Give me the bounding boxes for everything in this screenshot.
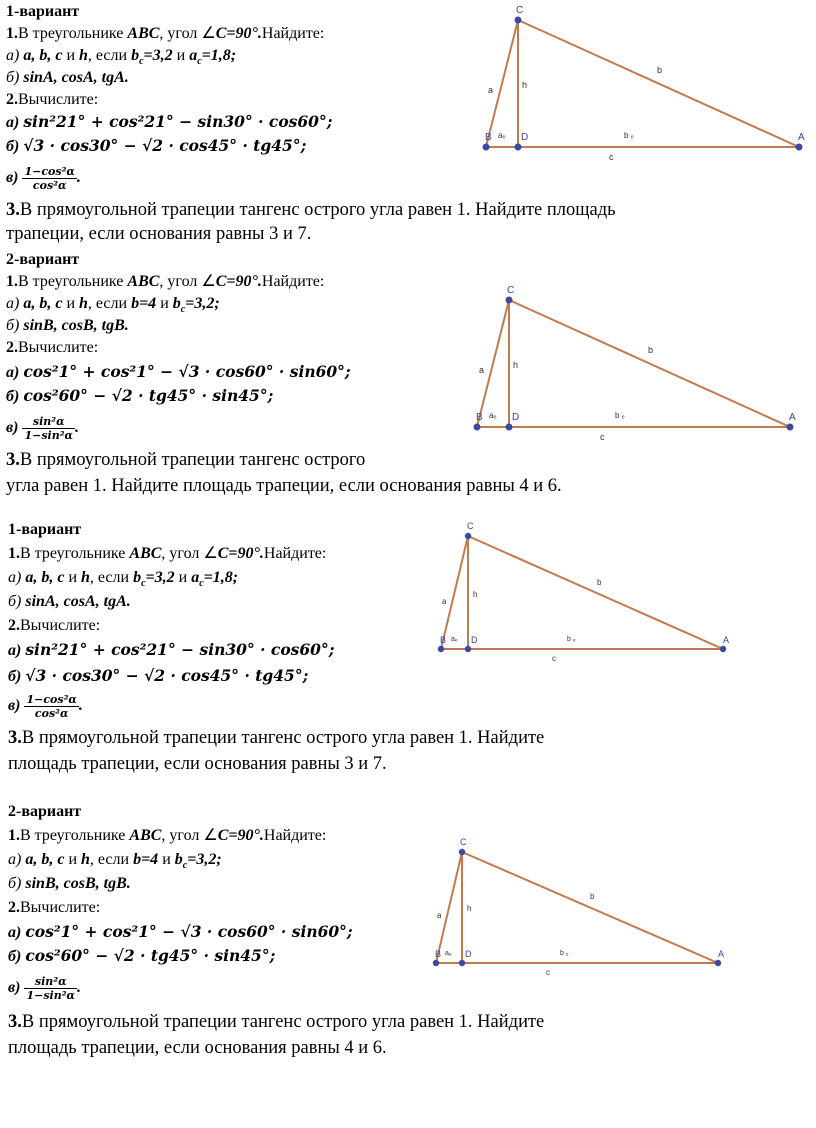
variant-title: 2-вариант <box>8 803 82 820</box>
vertex-d <box>465 646 471 652</box>
expr-a: а) sin²21° + cos²21° − sin30° · cos60°; <box>6 112 333 131</box>
vertex-d <box>459 960 465 966</box>
task-1: 1.В треугольнике ABC, угол ∠C=90°.Найдите: <box>6 273 325 290</box>
side-a <box>486 20 518 147</box>
label-b-side: b <box>657 65 663 75</box>
label-c-vertex: C <box>467 521 474 531</box>
variant-title: 1-вариант <box>6 3 80 20</box>
fraction: $\frac{\text{1−cos²α}}{\text{cos²α}}$ <box>24 164 75 192</box>
vertex-b <box>433 960 439 966</box>
task-1a: а) a, b, c и h, если b=4 и $b_c=3,2$; <box>8 851 222 872</box>
expr-c: в) $\frac{\text{1−cos²α}}{\text{cos²α}}$ . <box>8 692 83 720</box>
task-2: 2.Вычислите: <box>8 899 101 916</box>
label-c-side: c <box>609 152 614 162</box>
label-a-side: a <box>442 597 447 606</box>
task-1: 1.В треугольнике ABC, угол ∠C=90°.Найдите: <box>8 545 327 562</box>
vertex-a <box>787 424 794 431</box>
vertex-c <box>515 17 522 24</box>
label-d-vertex: D <box>521 132 529 143</box>
triangle-figure-2 <box>467 280 807 450</box>
label-c-vertex: C <box>507 285 515 296</box>
vertex-b <box>438 646 444 652</box>
side-a <box>441 536 468 649</box>
side-b <box>509 300 790 427</box>
side-b <box>518 20 799 147</box>
expr-a: а) cos²1° + cos²1° − √3 · cos60° · sin60°; <box>8 922 353 941</box>
label-c-side: c <box>552 654 556 663</box>
vertex-d <box>506 424 513 431</box>
task-3-line-1: 3.В прямоугольной трапеции тангенс острого угла равен 1. Найдите <box>8 1012 545 1032</box>
label-ac: aₑ <box>445 950 452 957</box>
expr-c: в) $\frac{\text{sin²α}}{\text{1−sin²α}}$ . <box>8 974 82 1002</box>
vertex-c <box>465 533 471 539</box>
label-h: h <box>467 904 472 913</box>
vertex-a <box>720 646 726 652</box>
label-h: h <box>473 590 478 599</box>
expr-a: а) sin²21° + cos²21° − sin30° · cos60°; <box>8 640 335 659</box>
vertex-a <box>796 144 803 151</box>
label-c-side: c <box>600 432 605 442</box>
label-a-side: a <box>437 911 442 920</box>
task-1a: а) a, b, c и h, если b=4 и $b_c=3,2$; <box>6 295 220 316</box>
expr-a: а) cos²1° + cos²1° − √3 · cos60° · sin60°; <box>6 362 351 381</box>
triangle-figure-3 <box>431 517 741 672</box>
fraction: $\frac{\text{sin²α}}{\text{1−sin²α}}$ <box>26 974 76 1002</box>
task-1b: б) sinA, cosA, tgA. <box>8 593 131 610</box>
label-b-side: b <box>597 578 602 587</box>
label-a-vertex: A <box>789 412 796 423</box>
label-b-vertex: B <box>485 132 492 143</box>
triangle-figure-1 <box>476 0 816 170</box>
side-b <box>462 852 718 963</box>
label-c-side: c <box>546 968 550 977</box>
expr-b: б) √3 · cos30° − √2 · cos45° · tg45°; <box>6 136 307 155</box>
label-ac: aₑ <box>451 636 458 643</box>
task-1a: а) a, b, c и h, если $b_c=3,2$ и $a_c=1,8$; <box>6 47 237 68</box>
label-c-vertex: C <box>516 5 524 16</box>
vertex-c <box>459 849 465 855</box>
task-1b: б) sinB, cosB, tgB. <box>8 875 131 892</box>
label-h: h <box>513 360 519 370</box>
task-2: 2.Вычислите: <box>8 617 101 634</box>
task-3-line-2: угла равен 1. Найдите площадь трапеции, если основания равны 4 и 6. <box>6 476 562 496</box>
side-a <box>436 852 462 963</box>
label-bc: b ₑ <box>615 411 625 420</box>
triangle-figure-4 <box>426 833 736 988</box>
label-a-side: a <box>479 365 485 375</box>
label-bc: b ₑ <box>560 950 569 957</box>
vertex-c <box>506 297 513 304</box>
label-d-vertex: D <box>471 635 478 645</box>
label-a-vertex: A <box>798 132 805 143</box>
task-1: 1.В треугольнике ABC, угол ∠C=90°.Найдите: <box>6 25 325 42</box>
label-b-side: b <box>648 345 654 355</box>
task-3-line-2: трапеции, если основания равны 3 и 7. <box>6 224 312 244</box>
label-b-side: b <box>590 892 595 901</box>
label-bc: b ₑ <box>624 131 634 140</box>
label-d-vertex: D <box>512 412 520 423</box>
label-a-vertex: A <box>723 635 730 645</box>
label-d-vertex: D <box>465 949 472 959</box>
fraction: $\frac{\text{sin²α}}{\text{1−sin²α}}$ <box>24 414 74 442</box>
label-ac: aₑ <box>489 411 497 420</box>
label-ac: aₑ <box>498 131 506 140</box>
expr-b: б) √3 · cos30° − √2 · cos45° · tg45°; <box>8 666 309 685</box>
expr-b: б) cos²60° − √2 · tg45° · sin45°; <box>8 946 276 965</box>
variant-title: 1-вариант <box>8 521 82 538</box>
label-c-vertex: C <box>460 837 467 847</box>
task-3-line-1: 3.В прямоугольной трапеции тангенс острого угла равен 1. Найдите <box>8 728 545 748</box>
side-a <box>477 300 509 427</box>
side-b <box>468 536 723 649</box>
task-3-line-1: 3.В прямоугольной трапеции тангенс острого <box>6 450 366 470</box>
label-a-vertex: A <box>718 949 725 959</box>
label-b-vertex: B <box>435 949 442 959</box>
vertex-b <box>474 424 481 431</box>
task-1b: б) sinA, cosA, tgA. <box>6 69 129 86</box>
label-b-vertex: B <box>476 412 483 423</box>
task-1: 1.В треугольнике ABC, угол ∠C=90°.Найдите: <box>8 827 327 844</box>
expr-c: в) $\frac{\text{sin²α}}{\text{1−sin²α}}$ . <box>6 414 80 442</box>
task-2: 2.Вычислите: <box>6 91 99 108</box>
vertex-a <box>715 960 721 966</box>
task-3-line-1: 3.В прямоугольной трапеции тангенс острого угла равен 1. Найдите площадь <box>6 200 616 220</box>
task-3-line-2: площадь трапеции, если основания равны 3 и 7. <box>8 754 387 774</box>
vertex-d <box>515 144 522 151</box>
vertex-b <box>483 144 490 151</box>
task-1a: а) a, b, c и h, если $b_c=3,2$ и $a_c=1,8$; <box>8 569 239 590</box>
task-1b: б) sinB, cosB, tgB. <box>6 317 129 334</box>
task-3-line-2: площадь трапеции, если основания равны 4 и 6. <box>8 1038 387 1058</box>
label-a-side: a <box>488 85 494 95</box>
label-bc: b ₑ <box>567 636 576 643</box>
variant-title: 2-вариант <box>6 251 80 268</box>
fraction: $\frac{\text{1−cos²α}}{\text{cos²α}}$ <box>26 692 77 720</box>
label-h: h <box>522 80 528 90</box>
label-b-vertex: B <box>440 635 447 645</box>
task-2: 2.Вычислите: <box>6 339 99 356</box>
expr-c: в) $\frac{\text{1−cos²α}}{\text{cos²α}}$ . <box>6 164 81 192</box>
expr-b: б) cos²60° − √2 · tg45° · sin45°; <box>6 386 274 405</box>
